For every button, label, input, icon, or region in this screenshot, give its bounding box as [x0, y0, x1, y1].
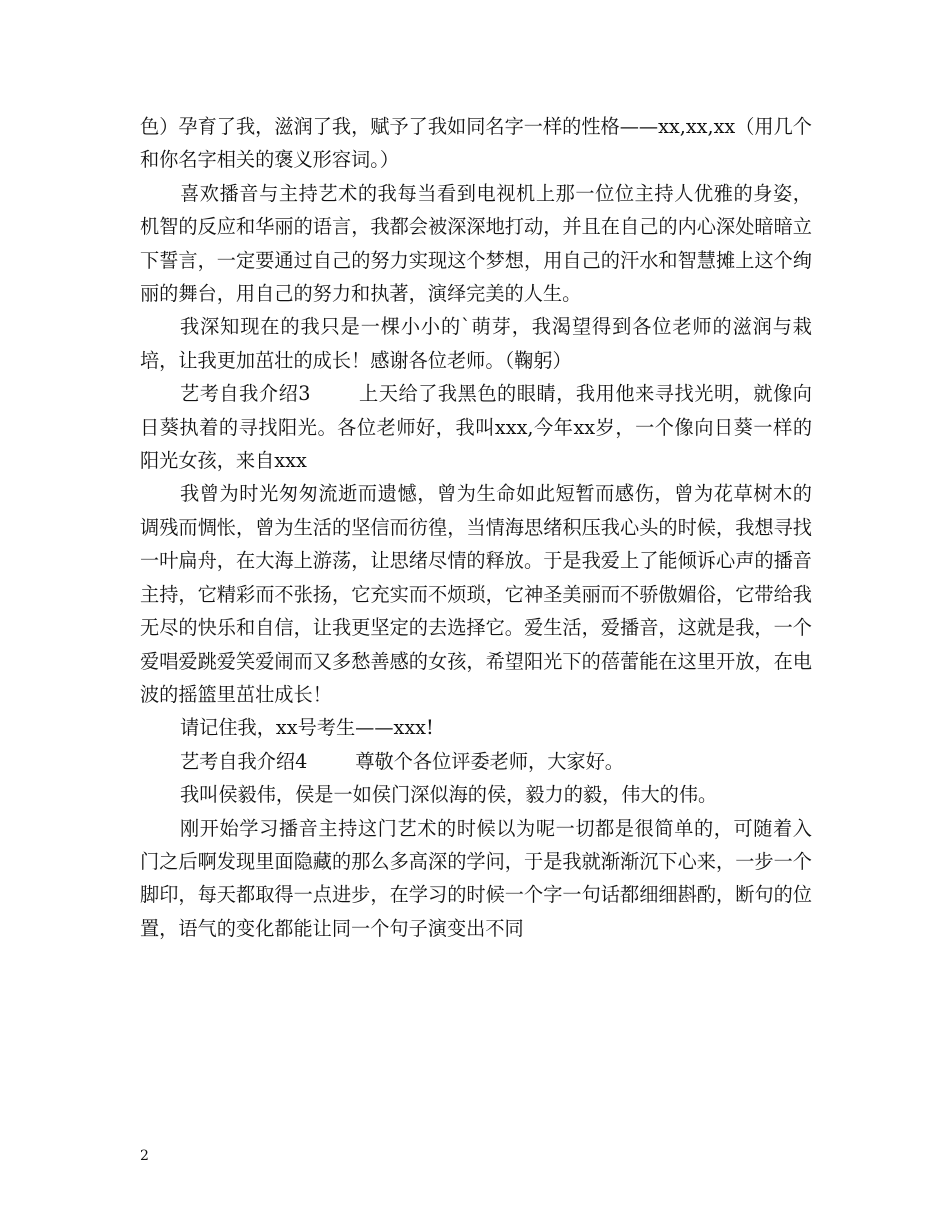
paragraph-continuation: [140, 110, 812, 177]
paragraph: [140, 812, 812, 946]
paragraph-text: 我曾为时光匆匆流逝而遗憾，曾为生命如此短暂而感伤，曾为花草树木的调残而惆怅，曾为生活的坚信而彷徨，当情海思绪积压我心头的时候，我想寻找一叶扁舟，在大海上游荡，让思绪尽情的释放。于是我爱上了能倾诉心声的播音主持，它精彩而不张扬，它充实而不烦琐，它神圣美丽而不骄傲媚俗，它带给我无尽的快乐和自信，让我更坚定的去选择它。爱生活，爱播音，这就是我，一个爱唱爱跳爱笑爱闹而又多愁善感的女孩，希望阳光下的蓓蕾能在这里开放，在电波的摇篮里茁壮成长！: [140, 482, 812, 706]
paragraph-text: 喜欢播音与主持艺术的我每当看到电视机上那一位位主持人优雅的身姿，机智的反应和华丽的语言，我都会被深深地打动，并且在自己的内心深处暗暗立下誓言，一定要通过自己的努力实现这个梦想，用自己的汗水和智慧摊上这个绚丽的舞台，用自己的努力和执著，演绎完美的人生。: [140, 181, 812, 306]
paragraph: [140, 778, 812, 811]
paragraph: [140, 177, 812, 311]
page-number: 2: [140, 1148, 149, 1164]
paragraph-text: 请记住我，xx号考生——xxx!: [180, 716, 434, 740]
paragraph: [140, 477, 812, 711]
paragraph-text: 刚开始学习播音主持这门艺术的时候以为呢一切都是很简单的，可随着入门之后啊发现里面隐藏的那么多高深的学问，于是我就渐渐沉下心来，一步一个脚印，每天都取得一点进步，在学习的时候一个字一句话都细细斟酌，断句的位置，语气的变化都能让同一个句子演变出不同: [140, 816, 812, 940]
paragraph: [140, 711, 812, 744]
section-heading: 艺考自我介绍3: [180, 382, 311, 406]
paragraph-text: 色）孕育了我，滋润了我，赋予了我如同名字一样的性格——xx,xx,xx（用几个和你名字相关的褒义形容词。）: [140, 115, 812, 172]
paragraph-text: 我叫侯毅伟，侯是一如侯门深似海的侯，毅力的毅，伟大的伟。: [180, 783, 718, 807]
section-heading: 艺考自我介绍4: [180, 749, 308, 773]
paragraph-text: 上天给了我黑色的眼睛，我用他来寻找光明，就像向日葵执着的寻找阳光。各位老师好，我叫xxx,今年xx岁，一个像向日葵一样的阳光女孩，来自xxx: [140, 382, 812, 473]
paragraph-with-heading: [140, 745, 812, 778]
paragraph-text: 我深知现在的我只是一棵小小的`萌芽，我渴望得到各位老师的滋润与栽培，让我更加茁壮的成长！感谢各位老师。（鞠躬）: [140, 315, 812, 372]
paragraph-text: 尊敬个各位评委老师，大家好。: [355, 749, 624, 773]
paragraph: [140, 310, 812, 377]
document-body: [140, 110, 812, 945]
paragraph-with-heading: [140, 377, 812, 477]
